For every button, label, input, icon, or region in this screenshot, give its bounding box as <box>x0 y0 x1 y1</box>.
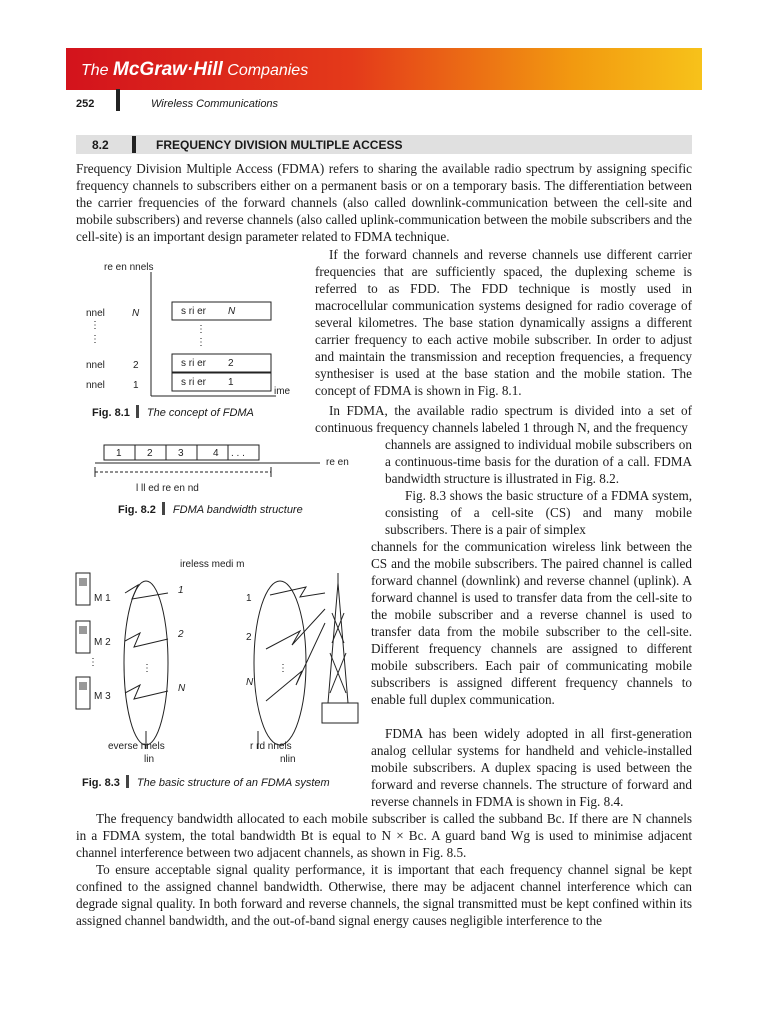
paragraph-4: Fig. 8.3 shows the basic structure of a FDMA system, consisting of a cell-site (CS) and many mobile subscribers. There is a pair of simplex <box>385 488 692 537</box>
fig83-mobile-3-icon <box>76 677 90 709</box>
section-heading <box>76 135 692 154</box>
fig82-freq-label: re en <box>326 457 349 468</box>
fig83-reverse-label-2: lin <box>144 754 155 765</box>
page-number: 252 <box>76 98 95 110</box>
fig82-cell-2: 2 <box>147 448 153 459</box>
fig83-reverse-link-2 <box>125 633 168 647</box>
fig83-forward-link-1 <box>270 587 325 597</box>
fig81-carrier-2-label: s ri er <box>181 358 206 369</box>
fig83-reverse-label: everse nnels <box>108 741 165 752</box>
fig81-row-2-label: nnel <box>86 360 105 371</box>
fig82-cell-4: 4 <box>213 448 219 459</box>
fig83-forward-link-n <box>266 623 325 701</box>
paragraph-2: If the forward channels and reverse channels use different carrier frequencies that are sufficiently spaced, the duplexing scheme is referred to as FDD. The FDD technique is mostly used in macrocellular communication systems designed for radio coverage of several kilometres. The base station dynamically assigns a different carrier frequency to each active mobile subscriber. In order to adjust and maintain the transmission and reception frequencies, a frequency synthesiser is used at the base station and the mobile station. The concept of FDMA is shown in Fig. 8.1. <box>315 247 692 398</box>
fig83-mobile-1-screen <box>79 578 87 586</box>
running-head: Wireless Communications <box>151 98 279 110</box>
fig81-row-n-label: nnel <box>86 308 105 319</box>
header-divider <box>116 89 120 111</box>
fig-8-1-caption: Fig. 8.1 The concept of FDMA <box>92 407 254 419</box>
fig83-fwd-ch-n: N <box>246 677 254 688</box>
section-divider <box>132 136 136 153</box>
fig83-mobile-1-icon <box>76 573 90 605</box>
paragraph-3a: In FDMA, the available radio spectrum is divided into a set of continuous frequency channels labeled 1 through N, and the frequency <box>315 403 692 435</box>
fig81-row-2-index: 2 <box>133 360 139 371</box>
fig83-ms1-label: M 1 <box>94 593 111 604</box>
fig81-top-label: re en nnels <box>104 262 154 273</box>
fig81-vdots-mid: ⋮ <box>196 324 206 335</box>
fig83-vdots-rev: ⋮ <box>142 663 152 674</box>
fig83-mobile-2-screen <box>79 626 87 634</box>
fig82-cell-more: . . . <box>231 448 245 459</box>
fig83-vdots-fwd: ⋮ <box>278 663 288 674</box>
section-title: FREQUENCY DIVISION MULTIPLE ACCESS <box>156 138 403 152</box>
fig83-fwd-ch-2: 2 <box>246 632 252 643</box>
publisher-logo: The McGraw·Hill Companies <box>81 59 309 80</box>
fig81-vdots-mid2: ⋮ <box>196 337 206 348</box>
fig81-vdots-left2: ⋮ <box>90 334 100 345</box>
fig81-carrier-1-label: s ri er <box>181 377 206 388</box>
fig81-row-n-index: N <box>132 308 140 319</box>
fig-8-2-diagram <box>90 440 380 496</box>
fig81-carrier-2-index: 2 <box>228 358 234 369</box>
fig83-medium-label: ireless medi m <box>180 559 245 570</box>
publisher-banner <box>66 48 702 90</box>
fig81-row-1-index: 1 <box>133 380 139 391</box>
fig-8-1-diagram <box>76 252 312 402</box>
fig83-mobile-3-screen <box>79 682 87 690</box>
paragraph-4b: channels for the communication wireless link between the CS and the mobile subscribers. The paired channel is called forward channel (downlink) and reverse channel (uplink). A forward channel is used to transfer data from the cell-site to the mobile subscriber and a reverse channel is used to transfer data from the mobile subscriber to the cell-site. Different frequency channels are assigned to different mobile subscribers. Each pair of communicating mobile subscribers is assigned different frequency channels to enable full duplex communication. <box>371 539 692 707</box>
fig83-forward-label: r rd nnels <box>250 741 292 752</box>
paragraph-5: FDMA has been widely adopted in all first-generation analog cellular systems for handheld and vehicle-installed mobile subscribers. A duplex spacing is used between the forward and reverse channels. The structure of forward and reverse channels in FDMA is shown in Fig. 8.4. <box>371 726 692 809</box>
fig83-rev-ch-n: N <box>178 683 186 694</box>
fig83-tower-frame <box>328 583 348 703</box>
fig83-ms2-label: M 2 <box>94 637 111 648</box>
fig81-carrier-1-index: 1 <box>228 377 234 388</box>
fig82-cell-1: 1 <box>116 448 122 459</box>
fig83-mobile-2-icon <box>76 621 90 653</box>
fig-8-2-caption: Fig. 8.2 FDMA bandwidth structure <box>118 504 303 516</box>
paragraph-1: Frequency Division Multiple Access (FDMA) refers to sharing the available radio spectrum by assigning specific frequency channels to subscribers either on a permanent basis or on a temporary basis. The differentiation between the carrier frequencies of the forward channels (also called downlink-communication between the cell-site and mobile subscribers) and reverse channels (also called uplink-communication between the mobile subscribers and the cell-site) is an important design parameter related to FDMA technique. <box>76 161 692 244</box>
fig83-reverse-link-1 <box>125 585 168 599</box>
fig83-rev-ch-1: 1 <box>178 585 184 596</box>
fig82-cell-3: 3 <box>178 448 184 459</box>
fig83-cell-site-base <box>322 703 358 723</box>
fig83-reverse-link-n <box>125 685 168 699</box>
fig-8-3-caption: Fig. 8.3 The basic structure of an FDMA system <box>82 777 330 789</box>
fig83-rev-ch-2: 2 <box>178 629 184 640</box>
fig-8-3-diagram <box>70 553 370 771</box>
fig82-bottom-label: l ll ed re en nd <box>136 483 199 494</box>
fig81-time-label: ime <box>274 386 291 397</box>
paragraph-7: To ensure acceptable signal quality performance, it is important that each frequency channel signal be kept confined to the assigned channel bandwidth. Otherwise, there may be adjacent channel interference which can degrade signal quality. In both forward and reverse channels, the signal transmitted must be kept confined within its assigned channel bandwidth, and the out-of-band signal energy causes negligible interference to the <box>76 862 692 928</box>
fig83-vdots-mobiles: ⋮ <box>88 657 98 668</box>
fig81-carrier-n-label: s ri er <box>181 306 206 317</box>
fig83-forward-label-2: nlin <box>280 754 296 765</box>
fig83-ms3-label: M 3 <box>94 691 111 702</box>
section-number: 8.2 <box>92 138 109 152</box>
paragraph-3b: channels are assigned to individual mobile subscribers on a continuous-time basis for the duration of a call. FDMA bandwidth structure is illustrated in Fig. 8.2. <box>385 437 692 486</box>
fig81-row-1-label: nnel <box>86 380 105 391</box>
fig81-carrier-n-index: N <box>228 306 236 317</box>
paragraph-6: The frequency bandwidth allocated to each mobile subscriber is called the subband Bc. If there are N channels in a FDMA system, the total bandwidth Bt is equal to N × Bc. A guard band Wg is used to minimise adjacent channel interference between two adjacent channels, as shown in Fig. 8.5. <box>76 811 692 860</box>
fig81-vdots-left: ⋮ <box>90 320 100 331</box>
fig83-fwd-ch-1: 1 <box>246 593 252 604</box>
